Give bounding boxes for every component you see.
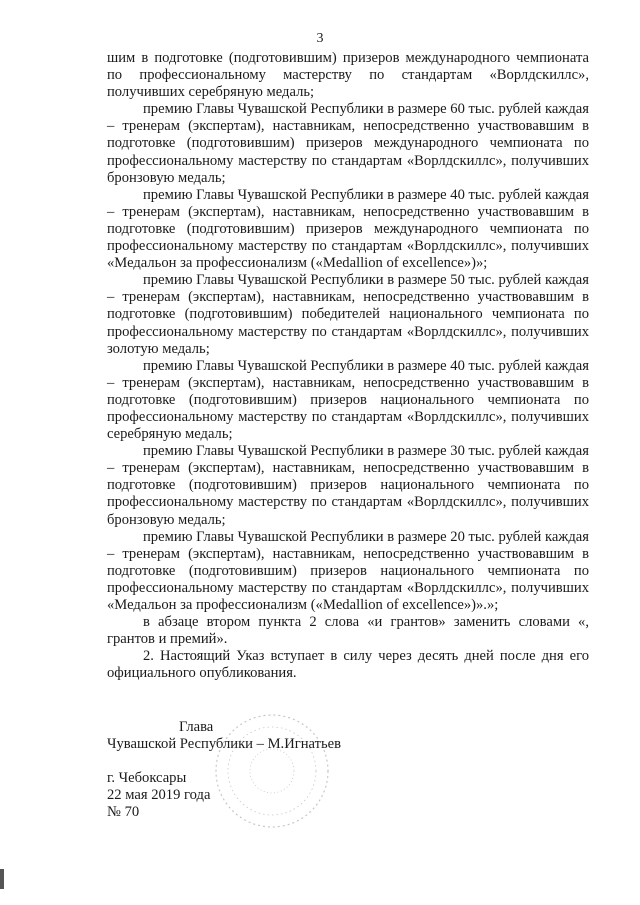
paragraph-4: премию Главы Чувашской Республики в размере 50 тыс. рублей каждая – тренерам (экспертам), наставникам, непосредственно участвовавшим в подготовке (подготовившим) победителей национального чемпионата по профессиональному мастерству по стандартам «Ворлдскиллс», получивших золотую медаль; [107,272,589,357]
signature-block [107,719,587,753]
signature-line: Чувашской Республики – М.Игнатьев [107,736,342,753]
paragraph-8: в абзаце втором пункта 2 слова «и грантов» заменить словами «, грантов и премий». [107,614,589,648]
city: г. Чебоксары [107,770,187,786]
body-text [107,50,589,682]
decree-number: № 70 [107,804,140,821]
seal-outer-ring [216,715,328,827]
scan-edge-mark [0,869,4,889]
page-number: 3 [316,31,324,46]
signature-title: Глава [179,719,214,735]
paragraph-9: 2. Настоящий Указ вступает в силу через десять дней после дня его официального опубликования. [107,648,589,682]
paragraph-2: премию Главы Чувашской Республики в размере 60 тыс. рублей каждая – тренерам (экспертам), наставникам, непосредственно участвовавшим в подготовке (подготовившим) призеров международного чемпионата по профессиональному мастерству по стандартам «Ворлдскиллс», получивших бронзовую медаль; [107,101,589,186]
paragraph-7: премию Главы Чувашской Республики в размере 20 тыс. рублей каждая – тренерам (экспертам), наставникам, непосредственно участвовавшим в подготовке (подготовившим) призеров национального чемпионата по профессиональному мастерству по стандартам «Ворлдскиллс», получивших «Медальон за профессионализм («Medallion of excellence»)».»; [107,528,589,613]
paragraph-6: премию Главы Чувашской Республики в размере 30 тыс. рублей каждая – тренерам (экспертам), наставникам, непосредственно участвовавшим в подготовке (подготовившим) призеров национального чемпионата по профессиональному мастерству по стандартам «Ворлдскиллс», получивших бронзовую медаль; [107,443,589,528]
date: 22 мая 2019 года [107,787,211,804]
paragraph-5: премию Главы Чувашской Республики в размере 40 тыс. рублей каждая – тренерам (экспертам), наставникам, непосредственно участвовавшим в подготовке (подготовившим) призеров национального чемпионата по профессиональному мастерству по стандартам «Ворлдскиллс», получивших серебряную медаль; [107,357,589,443]
paragraph-1: шим в подготовке (подготовившим) призеров международного чемпионата по профессиональному мастерству по стандартам «Ворлдскиллс», получивших серебряную медаль; [107,50,589,101]
paragraph-3: премию Главы Чувашской Республики в размере 40 тыс. рублей каждая – тренерам (экспертам), наставникам, непосредственно участвовавшим в подготовке (подготовившим) призеров международного чемпионата по профессиональному мастерству по стандартам «Ворлдскиллс», получивших «Медальон за профессионализм («Medallion of excellence»)»; [107,186,589,272]
seal-inner-ring [228,727,316,815]
official-seal-icon [213,712,331,830]
seal-emblem [250,749,294,793]
